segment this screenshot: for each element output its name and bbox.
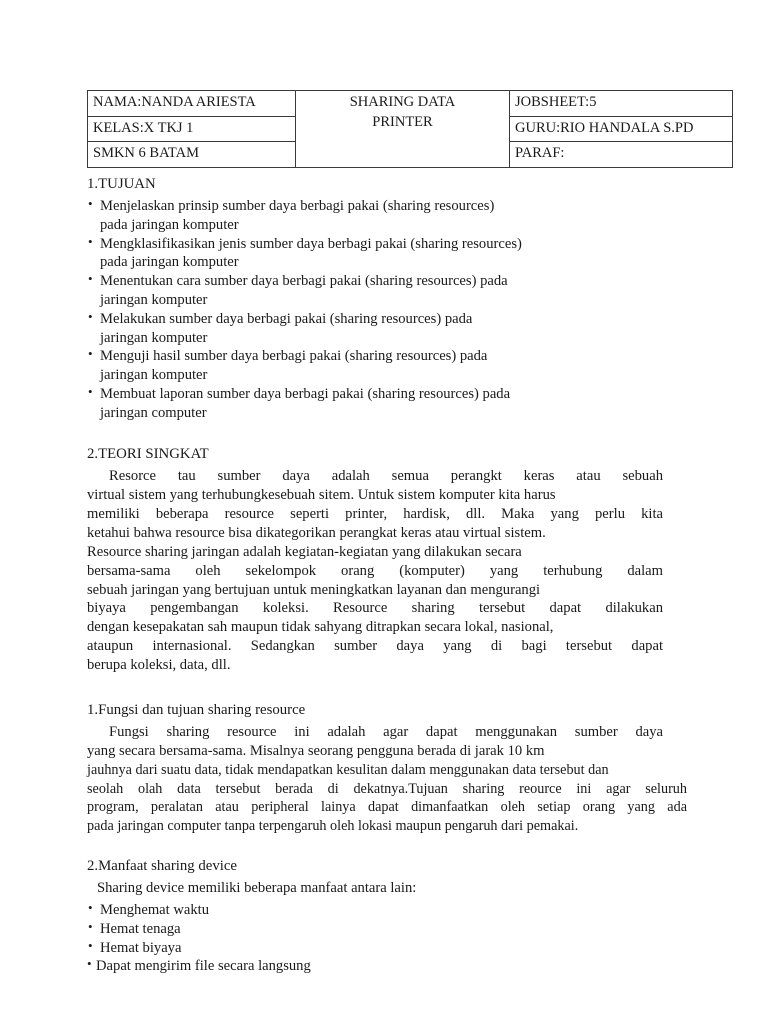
list-item bbox=[87, 939, 663, 958]
school-cell: SMKN 6 BATAM bbox=[88, 142, 296, 168]
item-line-1: • Menjelaskan prinsip sumber daya berbagi pakai (sharing resources) bbox=[100, 197, 495, 214]
item-line-1: • Menghemat waktu bbox=[100, 902, 210, 918]
section-heading-tujuan: 1.TUJUAN bbox=[87, 176, 156, 192]
item-line-2: jaringan computer bbox=[100, 404, 207, 421]
paragraph-line: Resource sharing jaringan adalah kegiatan-kegiatan yang dilakukan secara bbox=[87, 543, 522, 560]
item-line-1: • Hemat tenaga bbox=[100, 920, 181, 937]
paragraph-line: ataupun internasional. Sedangkan sumber daya yang di bagi tersebut dapat bbox=[87, 638, 663, 655]
item-line-1: • Menguji hasil sumber daya berbagi pakai (sharing resources) pada bbox=[100, 348, 488, 365]
list-item bbox=[87, 957, 663, 976]
item-line-2: jaringan komputer bbox=[100, 367, 208, 384]
section-heading-manfaat: 2.Manfaat sharing device bbox=[87, 858, 237, 875]
item-line-2: jaringan komputer bbox=[100, 329, 208, 346]
item-line-1: • Membuat laporan sumber daya berbagi pakai (sharing resources) pada bbox=[100, 386, 511, 403]
item-line-2: jaringan komputer bbox=[100, 292, 208, 309]
document-body bbox=[87, 175, 687, 976]
list-item bbox=[87, 235, 663, 273]
student-name-cell: NAMA:NANDA ARIESTA bbox=[88, 91, 296, 117]
section-heading-teori: 2.TEORI SINGKAT bbox=[87, 445, 209, 462]
teori-paragraph bbox=[87, 467, 663, 676]
paragraph-line: virtual sistem yang terhubungkesebuah sitem. Untuk sistem komputer kita harus bbox=[87, 486, 556, 503]
paragraph-line: bersama-sama oleh sekelompok orang (komputer) yang terhubung dalam bbox=[87, 562, 663, 579]
list-item bbox=[87, 310, 663, 348]
fungsi-paragraph bbox=[87, 723, 687, 835]
class-cell: KELAS:X TKJ 1 bbox=[88, 116, 296, 142]
paragraph-line: memiliki beberapa resource seperti printer, hardisk, dll. Maka yang perlu kita bbox=[87, 505, 663, 522]
paragraph-line: yang secara bersama-sama. Misalnya seorang pengguna berada di jarak 10 km bbox=[87, 743, 545, 760]
list-item bbox=[87, 197, 663, 235]
paragraph-line: pada jaringan computer tanpa terpengaruh oleh lokasi maupun pengaruh dari pemakai. bbox=[87, 817, 579, 834]
item-line-2: pada jaringan komputer bbox=[100, 254, 239, 271]
paragraph-line: seolah olah data tersebut berada di dekatnya.Tujuan sharing reource ini agar seluruh bbox=[87, 780, 687, 797]
jobsheet-title-cell bbox=[296, 91, 510, 168]
signature-cell: PARAF: bbox=[510, 142, 733, 168]
item-line-1: • Dapat mengirim file secara langsung bbox=[96, 958, 311, 975]
spacer bbox=[87, 423, 663, 445]
list-item bbox=[87, 272, 663, 310]
manfaat-intro: Sharing device memiliki beberapa manfaat antara lain: bbox=[97, 880, 417, 897]
paragraph-line: jauhnya dari suatu data, tidak mendapatkan kesulitan dalam menggunakan data tersebut dan bbox=[87, 762, 609, 779]
tujuan-list bbox=[87, 197, 663, 423]
manfaat-list bbox=[87, 901, 663, 976]
paragraph-line: sebuah jaringan yang bertujuan untuk meningkatkan layanan dan mengurangi bbox=[87, 581, 541, 598]
jobsheet-number-cell: JOBSHEET:5 bbox=[510, 91, 733, 117]
paragraph-line: berupa koleksi, data, dll. bbox=[87, 657, 231, 674]
paragraph-line: ketahui bahwa resource bisa dikategorikan perangkat keras atau virtual sistem. bbox=[87, 524, 546, 541]
item-line-2: pada jaringan komputer bbox=[100, 216, 239, 233]
paragraph-line: program, peralatan atau peripheral lainya dapat dimanfaatkan oleh setiap orang yang ada bbox=[87, 799, 687, 816]
section-heading-fungsi: 1.Fungsi dan tujuan sharing resource bbox=[87, 702, 306, 719]
spacer bbox=[87, 675, 663, 701]
paragraph-line: Resorce tau sumber daya adalah semua perangkt keras atau sebuah bbox=[109, 467, 663, 484]
teacher-cell: GURU:RIO HANDALA S.PD bbox=[510, 116, 733, 142]
jobsheet-header-table bbox=[87, 90, 733, 168]
list-item bbox=[87, 385, 663, 423]
list-item bbox=[87, 901, 663, 920]
table-row bbox=[88, 91, 733, 117]
item-line-1: • Mengklasifikasikan jenis sumber daya berbagi pakai (sharing resources) bbox=[100, 235, 522, 252]
item-line-1: • Melakukan sumber daya berbagi pakai (sharing resources) pada bbox=[100, 310, 473, 327]
spacer bbox=[87, 835, 663, 857]
item-line-1: • Hemat biyaya bbox=[100, 939, 182, 956]
title-line-2: PRINTER bbox=[372, 113, 433, 130]
item-line-1: • Menentukan cara sumber daya berbagi pakai (sharing resources) pada bbox=[100, 273, 508, 290]
paragraph-line: dengan kesepakatan sah maupun tidak sahyang ditrapkan secara lokal, nasional, bbox=[87, 619, 554, 636]
paragraph-line: Fungsi sharing resource ini adalah agar dapat menggunakan sumber daya bbox=[109, 724, 663, 741]
list-item bbox=[87, 920, 663, 939]
list-item bbox=[87, 347, 663, 385]
paragraph-line: biyaya pengembangan koleksi. Resource sharing tersebut dapat dilakukan bbox=[87, 600, 663, 617]
title-line-1: SHARING DATA bbox=[349, 94, 456, 110]
